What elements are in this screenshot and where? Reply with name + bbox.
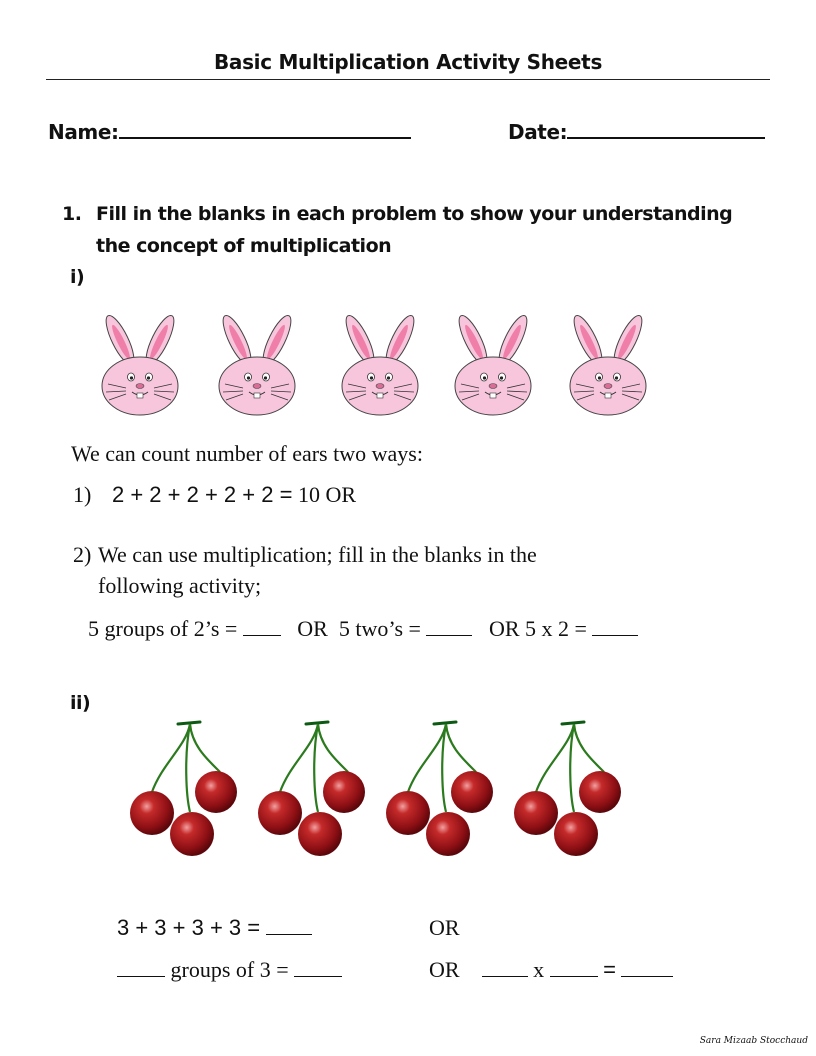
answer-blank[interactable]: [294, 975, 342, 977]
answer-blank[interactable]: [482, 975, 528, 977]
title-divider: [46, 79, 770, 80]
cherry-row: [122, 716, 642, 861]
answer-blank[interactable]: [426, 634, 472, 636]
part-i-label: i): [70, 266, 85, 288]
date-field[interactable]: [508, 120, 765, 144]
name-blank[interactable]: [119, 137, 411, 139]
five-times-two: OR 5 x 2 =: [488, 616, 587, 641]
times-sign: x: [533, 957, 545, 982]
page-title: Basic Multiplication Activity Sheets: [213, 50, 603, 74]
question-1-line-2: the concept of multiplication: [96, 235, 392, 257]
date-label: Date:: [508, 120, 568, 144]
bunny-icon: [569, 312, 647, 415]
groups-of-three-line: [117, 957, 342, 983]
equals-sign: =: [603, 957, 616, 982]
bunny-row: [82, 306, 682, 424]
groups-of-twos: 5 groups of 2’s =: [88, 616, 238, 641]
bunny-icon: [454, 312, 532, 415]
way-2-number: 2): [73, 542, 92, 567]
answer-blank[interactable]: [550, 975, 598, 977]
way-2-line-1: We can use multiplication; fill in the blanks in the: [98, 542, 537, 567]
groups-of-three: groups of 3 =: [170, 957, 289, 982]
answer-blank[interactable]: [266, 933, 312, 935]
question-1-number: 1.: [62, 203, 82, 225]
fill-in-line: [88, 616, 638, 642]
cherry-sum: 3 + 3 + 3 + 3 =: [117, 915, 261, 940]
or-text: OR: [429, 957, 460, 982]
answer-blank[interactable]: [621, 975, 673, 977]
or-text: OR: [297, 616, 328, 641]
answer-blank[interactable]: [117, 975, 165, 977]
way-1-line: [112, 482, 356, 508]
bunny-icon: [341, 312, 419, 415]
bunny-icon: [218, 312, 296, 415]
multiplication-line: [429, 957, 673, 983]
cherry-icon: [514, 722, 621, 856]
cherry-sum-line: [117, 915, 312, 941]
way-1-number: 1): [73, 482, 92, 507]
author-signature: Sara Mizaab Stocchaud: [699, 1036, 808, 1046]
cherry-icon: [258, 722, 365, 856]
way-1-sum: 2 + 2 + 2 + 2 + 2 =: [112, 482, 293, 507]
name-label: Name:: [48, 120, 119, 144]
or-text: OR: [429, 915, 460, 940]
count-intro: We can count number of ears two ways:: [71, 441, 423, 466]
way-1-result: 10 OR: [297, 482, 356, 507]
bunny-icon: [101, 312, 179, 415]
date-blank[interactable]: [567, 137, 765, 139]
question-1-line-1: Fill in the blanks in each problem to show your understanding: [96, 203, 733, 225]
cherry-icon: [130, 722, 237, 856]
answer-blank[interactable]: [243, 634, 281, 636]
way-2-line-2: following activity;: [98, 573, 262, 598]
cherry-icon: [386, 722, 493, 856]
five-twos: 5 two’s =: [338, 616, 421, 641]
part-ii-label: ii): [70, 692, 91, 714]
name-field[interactable]: [48, 120, 411, 144]
answer-blank[interactable]: [592, 634, 638, 636]
